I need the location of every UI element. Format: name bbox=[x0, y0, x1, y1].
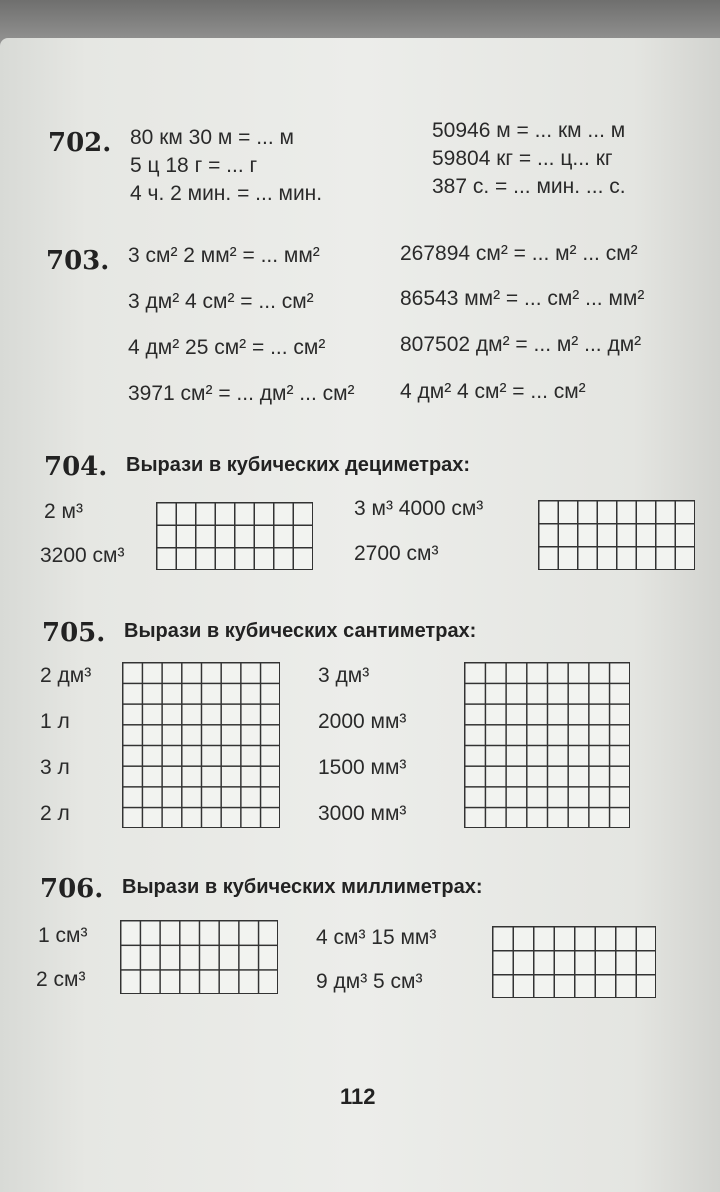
page-number: 112 bbox=[340, 1084, 376, 1109]
answer-grid-704-left bbox=[156, 502, 313, 570]
ex705-left-1: 2 дм³ bbox=[40, 664, 92, 687]
ex702-right-3: 387 с. = ... мин. ... с. bbox=[432, 175, 626, 198]
exercise-704-title: Вырази в кубических дециметрах: bbox=[126, 454, 471, 476]
textbook-page bbox=[0, 38, 720, 1192]
ex704-left-1: 2 м³ bbox=[44, 500, 83, 523]
ex702-right-1: 50946 м = ... км ... м bbox=[432, 119, 626, 142]
ex705-left-4: 2 л bbox=[40, 802, 70, 825]
exercise-703-number: 703. bbox=[46, 246, 110, 276]
ex706-left-2: 2 см³ bbox=[36, 968, 86, 991]
exercise-702-number: 702. bbox=[48, 128, 112, 158]
ex703-right-1: 267894 см² = ... м² ... см² bbox=[400, 242, 638, 265]
exercise-706-number: 706. bbox=[40, 874, 104, 904]
answer-grid-705-left bbox=[122, 662, 280, 828]
ex704-left-2: 3200 см³ bbox=[40, 544, 125, 567]
ex703-right-4: 4 дм² 4 см² = ... см² bbox=[400, 380, 586, 403]
answer-grid-705-right bbox=[464, 662, 630, 828]
answer-grid-704-right bbox=[538, 500, 695, 570]
ex702-left-3: 4 ч. 2 мин. = ... мин. bbox=[130, 182, 323, 205]
ex705-right-4: 3000 мм³ bbox=[318, 802, 407, 825]
answer-grid-706-right bbox=[492, 926, 656, 998]
ex703-left-3: 4 дм² 25 см² = ... см² bbox=[128, 336, 326, 359]
ex703-right-3: 807502 дм² = ... м² ... дм² bbox=[400, 333, 642, 356]
ex703-left-1: 3 см² 2 мм² = ... мм² bbox=[128, 244, 320, 267]
ex702-left-2: 5 ц 18 г = ... г bbox=[130, 154, 258, 177]
ex704-right-2: 2700 см³ bbox=[354, 542, 439, 565]
exercise-705-title: Вырази в кубических сантиметрах: bbox=[124, 620, 477, 642]
ex705-right-2: 2000 мм³ bbox=[318, 710, 407, 733]
ex703-left-2: 3 дм² 4 см² = ... см² bbox=[128, 290, 314, 313]
answer-grid-706-left bbox=[120, 920, 278, 994]
ex706-right-2: 9 дм³ 5 см³ bbox=[316, 970, 423, 993]
ex705-left-2: 1 л bbox=[40, 710, 70, 733]
ex704-right-1: 3 м³ 4000 см³ bbox=[354, 497, 484, 520]
ex702-left-1: 80 км 30 м = ... м bbox=[130, 126, 294, 149]
ex703-right-2: 86543 мм² = ... см² ... мм² bbox=[400, 287, 645, 310]
ex705-right-1: 3 дм³ bbox=[318, 664, 370, 687]
ex705-right-3: 1500 мм³ bbox=[318, 756, 407, 779]
ex706-right-1: 4 см³ 15 мм³ bbox=[316, 926, 437, 949]
exercise-704-number: 704. bbox=[44, 452, 108, 482]
ex702-right-2: 59804 кг = ... ц... кг bbox=[432, 147, 613, 170]
exercise-706-title: Вырази в кубических миллиметрах: bbox=[122, 876, 483, 898]
ex703-left-4: 3971 см² = ... дм² ... см² bbox=[128, 382, 355, 405]
ex706-left-1: 1 см³ bbox=[38, 924, 88, 947]
exercise-705-number: 705. bbox=[42, 618, 106, 648]
ex705-left-3: 3 л bbox=[40, 756, 70, 779]
